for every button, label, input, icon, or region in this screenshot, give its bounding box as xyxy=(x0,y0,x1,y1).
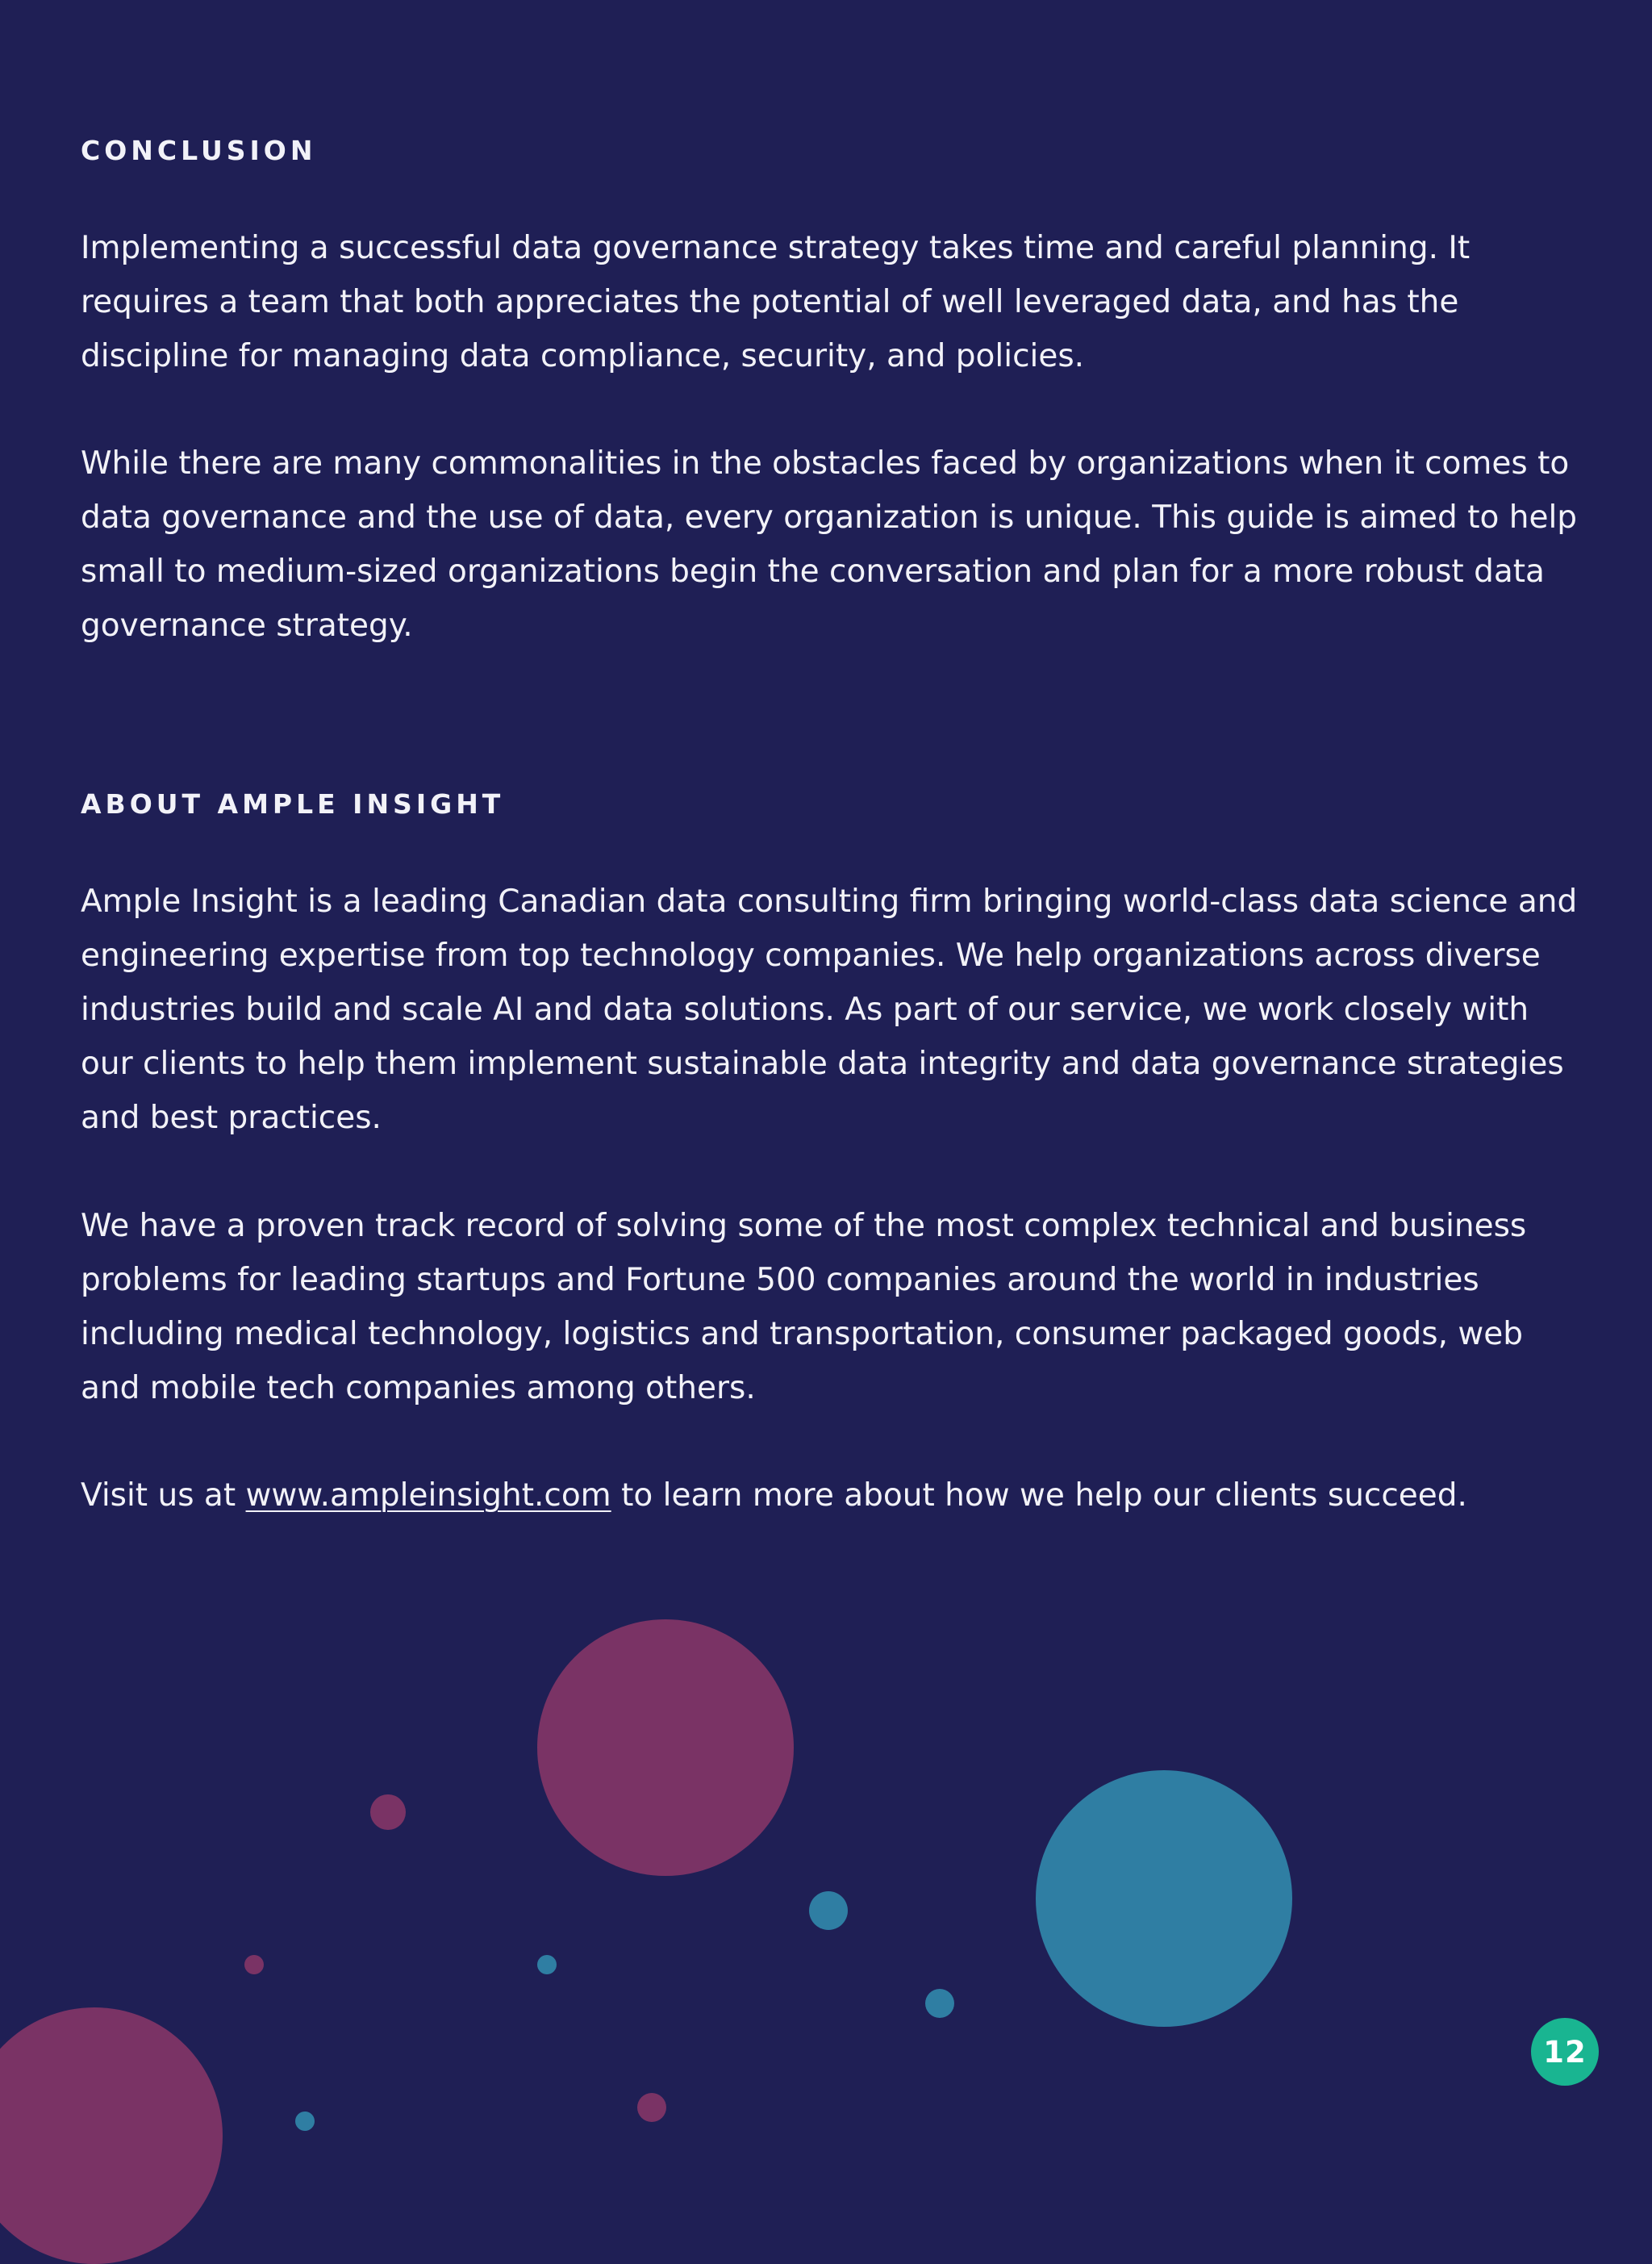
visit-paragraph xyxy=(81,1468,1581,1523)
decor-dot-magenta-1 xyxy=(370,1794,406,1830)
decor-dot-teal-4 xyxy=(295,2112,315,2131)
decor-circle-large-magenta xyxy=(537,1619,794,1876)
decor-dot-magenta-2 xyxy=(244,1955,264,1974)
about-heading: ABOUT AMPLE INSIGHT xyxy=(81,788,505,820)
page-number-badge: 12 xyxy=(1531,2018,1599,2086)
conclusion-heading: CONCLUSION xyxy=(81,135,317,166)
about-paragraph-1: Ample Insight is a leading Canadian data consulting firm bringing world-class data science and engineering expertise from top technology companies. We help organizations across diverse industries build and scale AI and data solutions. As part of our service, we work closely with our clients to help them implement sustainable data integrity and data governance strategies and best practices. xyxy=(81,883,1578,1136)
decor-circle-large-teal xyxy=(1036,1770,1292,2027)
conclusion-paragraph-2: While there are many commonalities in the obstacles faced by organizations when it comes to data governance and the use of data, every organization is unique. This guide is aimed to help small to medium-sized organizations begin the conversation and plan for a more robust data governance strategy. xyxy=(81,445,1578,644)
decor-dot-magenta-3 xyxy=(637,2093,666,2122)
visit-prefix: Visit us at xyxy=(81,1477,246,1514)
decor-circle-corner-magenta xyxy=(0,2007,223,2264)
decor-dot-teal-1 xyxy=(809,1891,848,1930)
decor-dot-teal-2 xyxy=(925,1989,954,2018)
visit-suffix: to learn more about how we help our clients succeed. xyxy=(611,1477,1467,1514)
decor-dot-teal-3 xyxy=(537,1955,557,1974)
about-paragraph-2: We have a proven track record of solving some of the most complex technical and business problems for leading startups and Fortune 500 companies around the world in industries including medical technology, logistics and transportation, consumer packaged goods, web and mobile tech companies among others. xyxy=(81,1208,1527,1406)
conclusion-paragraph-1: Implementing a successful data governance strategy takes time and careful planning. It requires a team that both appreciates the potential of well leveraged data, and has the discipline for managing data compliance, security, and policies. xyxy=(81,230,1471,374)
website-link[interactable]: www.ampleinsight.com xyxy=(245,1477,611,1514)
